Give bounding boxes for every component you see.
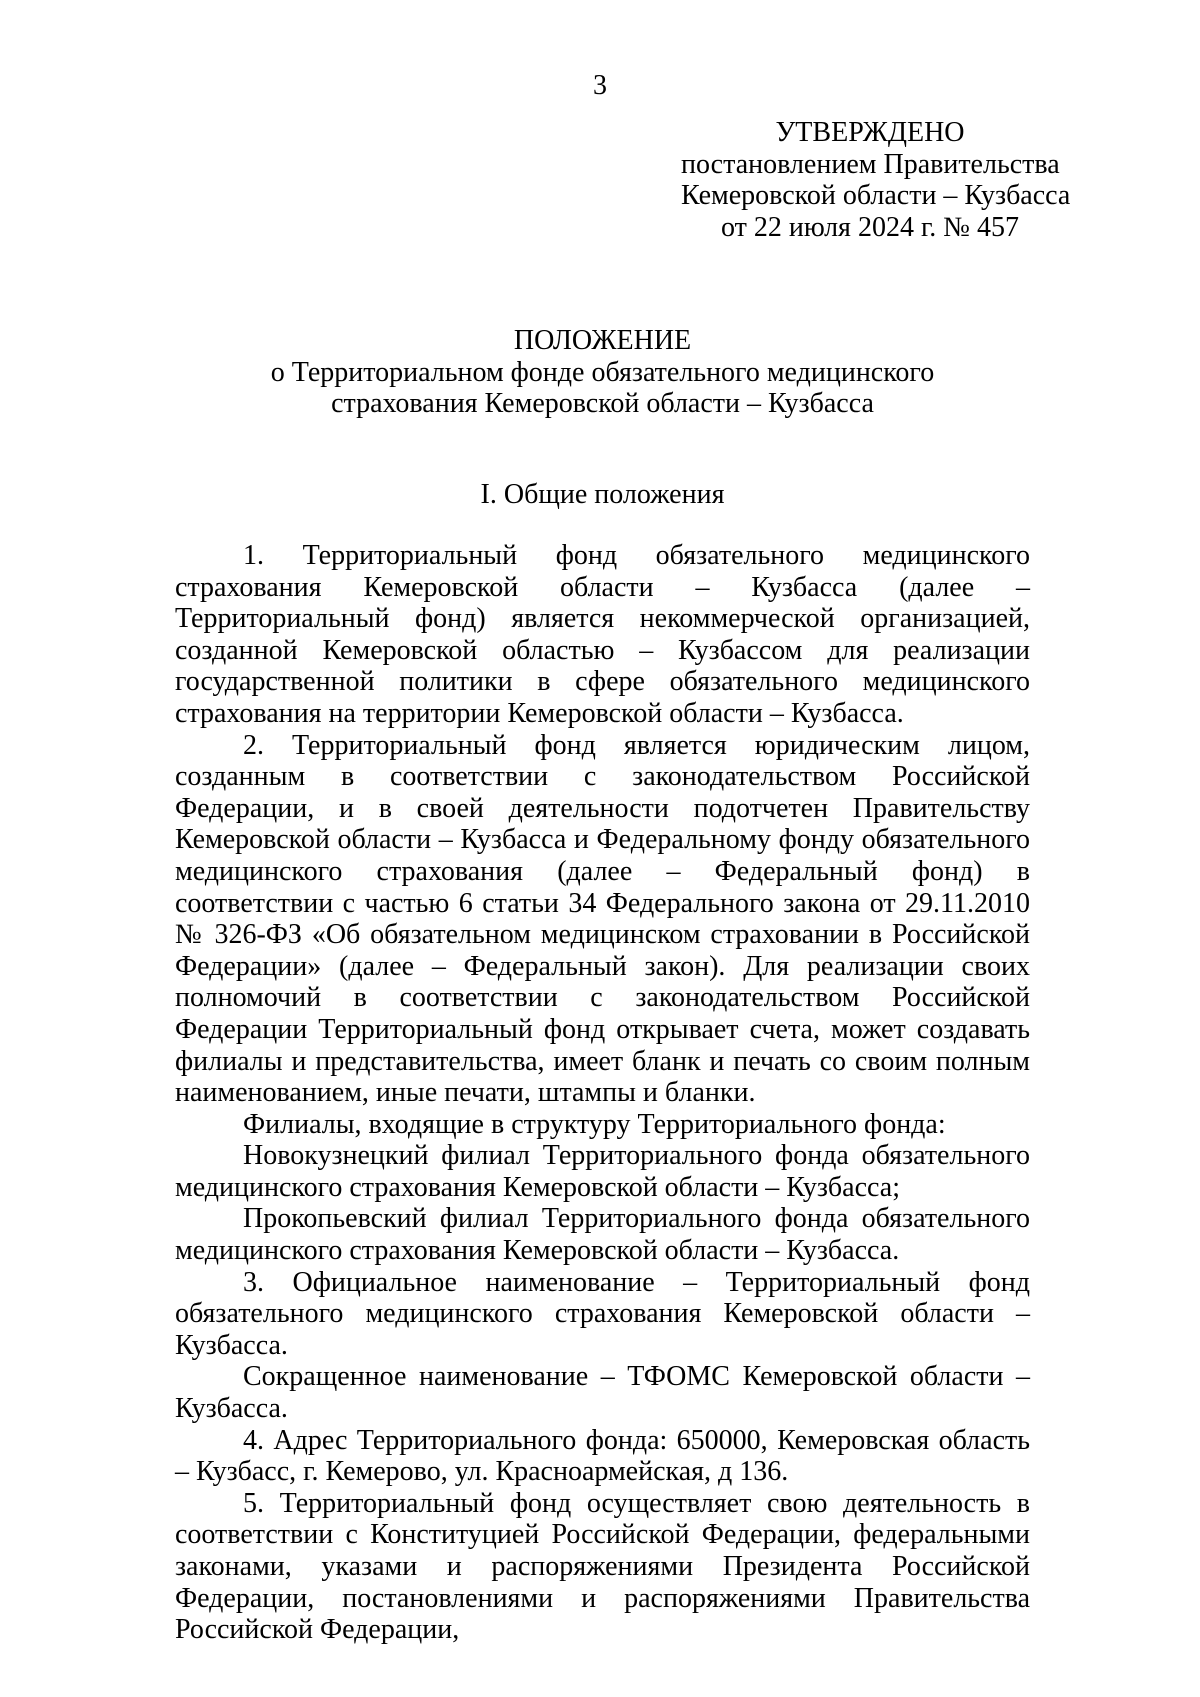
- paragraph: Новокузнецкий филиал Территориального фонда обязательного медицинского страхования Кемеровской области – Кузбасса;: [175, 1140, 1030, 1203]
- section-title: I. Общие положения: [480, 479, 725, 510]
- document-title-subtitle: страхования Кемеровской области – Кузбасса: [331, 388, 874, 420]
- paragraph: Сокращенное наименование – ТФОМС Кемеровской области – Кузбасса.: [175, 1361, 1030, 1425]
- approval-block: [681, 117, 1071, 243]
- approval-heading: УТВЕРЖДЕНО: [775, 117, 965, 148]
- paragraph: 4. Адрес Территориального фонда: 650000, Кемеровская область – Кузбасс, г. Кемерово, ул. Красноармейская, д 136.: [175, 1424, 1030, 1488]
- paragraph: 2. Территориальный фонд является юридическим лицом, созданным в соответствии с законодательством Российской Федерации, и в своей деятельности подотчетен Правительству Кемеровской области – Кузбасса и Федеральному фонду обязательного медицинского страхования (далее – Федеральный фонд) в соответствии с частью 6 статьи 34 Федерального закона от 29.11.2010 № 326-ФЗ «Об обязательном медицинском страховании в Российской Федерации» (далее – Федеральный закон). Для реализации своих полномочий в соответствии с законодательством Российской Федерации Территориальный фонд открывает счета, может создавать филиалы и представительства, имеет бланк и печать со своим полным наименованием, иные печати, штампы и бланки.: [175, 729, 1030, 1109]
- document-title: [175, 325, 1030, 420]
- approval-line: постановлением Правительства: [681, 148, 1060, 180]
- document-title-subtitle: о Территориальном фонде обязательного медицинского: [270, 356, 935, 388]
- document-title-heading: ПОЛОЖЕНИЕ: [513, 325, 692, 356]
- paragraph: Филиалы, входящие в структуру Территориального фонда:: [243, 1108, 946, 1140]
- paragraph: 5. Территориальный фонд осуществляет свою деятельность в соответствии с Конституцией Российской Федерации, федеральными законами, указами и распоряжениями Президента Российской Федерации, постановлениями и распоряжениями Правительства Российской Федерации,: [175, 1487, 1030, 1646]
- paragraph: 3. Официальное наименование – Территориальный фонд обязательного медицинского страхования Кемеровской области – Кузбасса.: [175, 1266, 1030, 1361]
- approval-line: Кемеровской области – Кузбасса: [681, 180, 1071, 212]
- paragraph: 1. Территориальный фонд обязательного медицинского страхования Кемеровской области – Кузбасса (далее – Территориальный фонд) является некоммерческой организацией, созданной Кемеровской областью – Кузбассом для реализации государственной политики в сфере обязательного медицинского страхования на территории Кемеровской области – Кузбасса.: [175, 540, 1030, 729]
- approval-date: от 22 июля 2024 г. № 457: [721, 211, 1019, 243]
- paragraph: Прокопьевский филиал Территориального фонда обязательного медицинского страхования Кемеровской области – Кузбасса.: [175, 1203, 1030, 1267]
- document-body: [175, 540, 1030, 1646]
- page-number: 3: [593, 70, 607, 101]
